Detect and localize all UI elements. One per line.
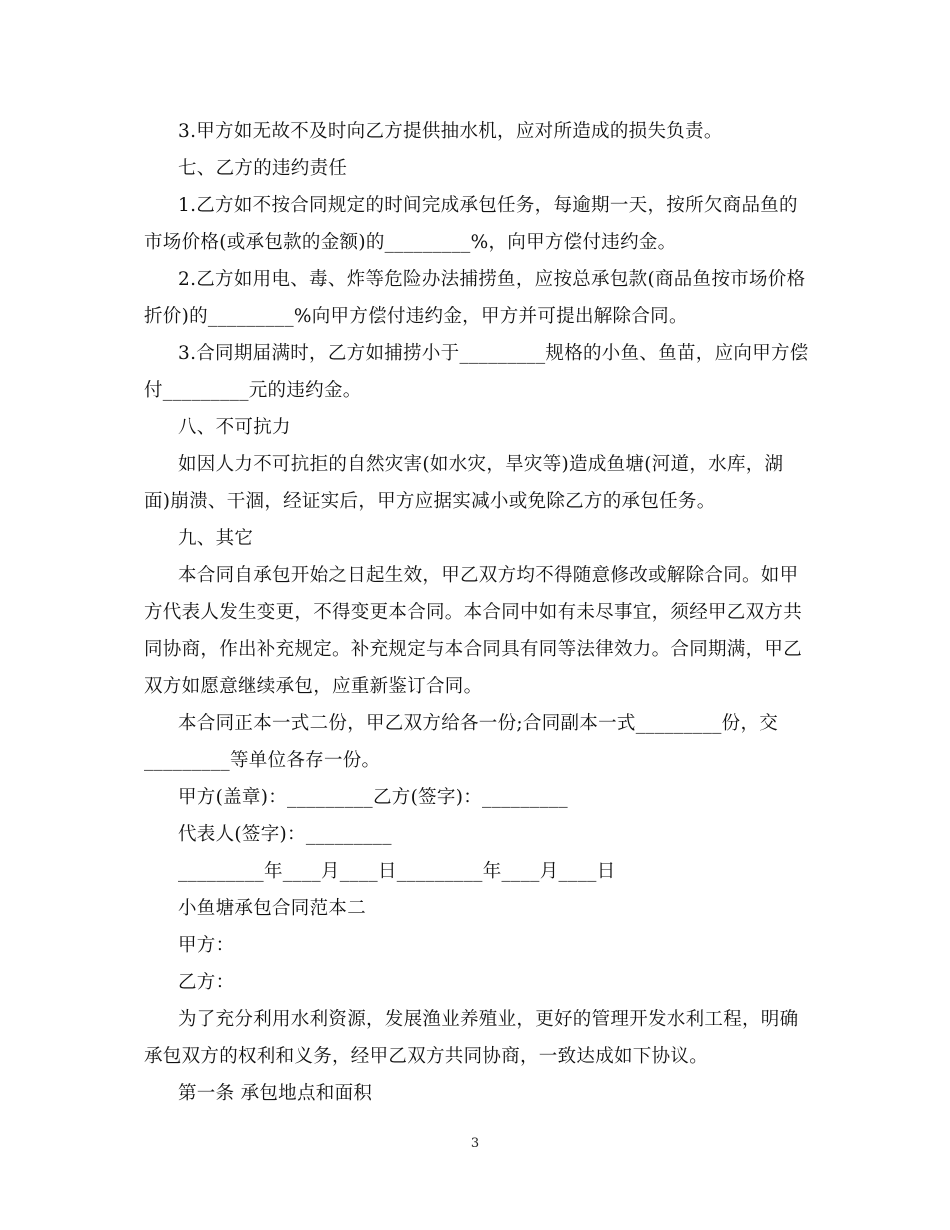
page-number: 3 [470, 1136, 480, 1151]
preamble-line-2: 承包双方的权利和义务，经甲乙双方共同协商，一致达成如下协议。 [144, 1046, 709, 1067]
clause-7-2-line-2: 折价)的_________%向甲方偿付违约金，甲方并可提出解除合同。 [144, 306, 688, 327]
section-8-heading: 八、不可抗力 [178, 417, 291, 438]
signature-parties: 甲方(盖章)：_________乙方(签字)：_________ [178, 787, 568, 808]
section-7-heading: 七、乙方的违约责任 [178, 158, 348, 179]
template-two-title: 小鱼塘承包合同范本二 [178, 898, 367, 919]
copies-para-line-1: 本合同正本一式二份，甲乙双方给各一份;合同副本一式_________份，交 [178, 713, 779, 734]
party-a-label: 甲方： [178, 935, 235, 956]
clause-7-1-line-2: 市场价格(或承包款的金额)的_________%，向甲方偿付违约金。 [144, 232, 677, 253]
signature-dates: _________年____月____日_________年____月____日 [178, 861, 616, 882]
party-b-label: 乙方： [178, 972, 235, 993]
force-majeure-line-1: 如因人力不可抗拒的自然灾害(如水灾，旱灾等)造成鱼塘(河道，水库，湖 [178, 454, 784, 475]
other-para-line-4: 双方如愿意继续承包，应重新鉴订合同。 [144, 676, 483, 697]
copies-para-line-2: _________等单位各存一份。 [144, 750, 381, 771]
clause-7-1-line-1: 1.乙方如不按合同规定的时间完成承包任务，每逾期一天，按所欠商品鱼的 [178, 195, 798, 216]
other-para-line-1: 本合同自承包开始之日起生效，甲乙双方均不得随意修改或解除合同。如甲 [178, 565, 799, 586]
clause-7-3-line-1: 3.合同期届满时，乙方如捕捞小于_________规格的小鱼、鱼苗，应向甲方偿 [178, 343, 809, 364]
clause-7-3-line-2: 付_________元的违约金。 [144, 380, 362, 401]
section-9-heading: 九、其它 [178, 528, 254, 549]
force-majeure-line-2: 面)崩溃、干涸，经证实后，甲方应据实减小或免除乙方的承包任务。 [144, 491, 716, 512]
preamble-line-1: 为了充分利用水利资源，发展渔业养殖业，更好的管理开发水利工程，明确 [178, 1009, 799, 1030]
clause-6-3: 3.甲方如无故不及时向乙方提供抽水机，应对所造成的损失负责。 [178, 121, 723, 142]
other-para-line-3: 同协商，作出补充规定。补充规定与本合同具有同等法律效力。合同期满，甲乙 [144, 639, 803, 660]
other-para-line-2: 方代表人发生变更，不得变更本合同。本合同中如有未尽事宜，须经甲乙双方共 [144, 602, 803, 623]
article-1-heading: 第一条 承包地点和面积 [178, 1083, 373, 1104]
signature-representative: 代表人(签字)：_________ [178, 824, 392, 845]
clause-7-2-line-1: 2.乙方如用电、毒、炸等危险办法捕捞鱼，应按总承包款(商品鱼按市场价格 [178, 269, 806, 290]
